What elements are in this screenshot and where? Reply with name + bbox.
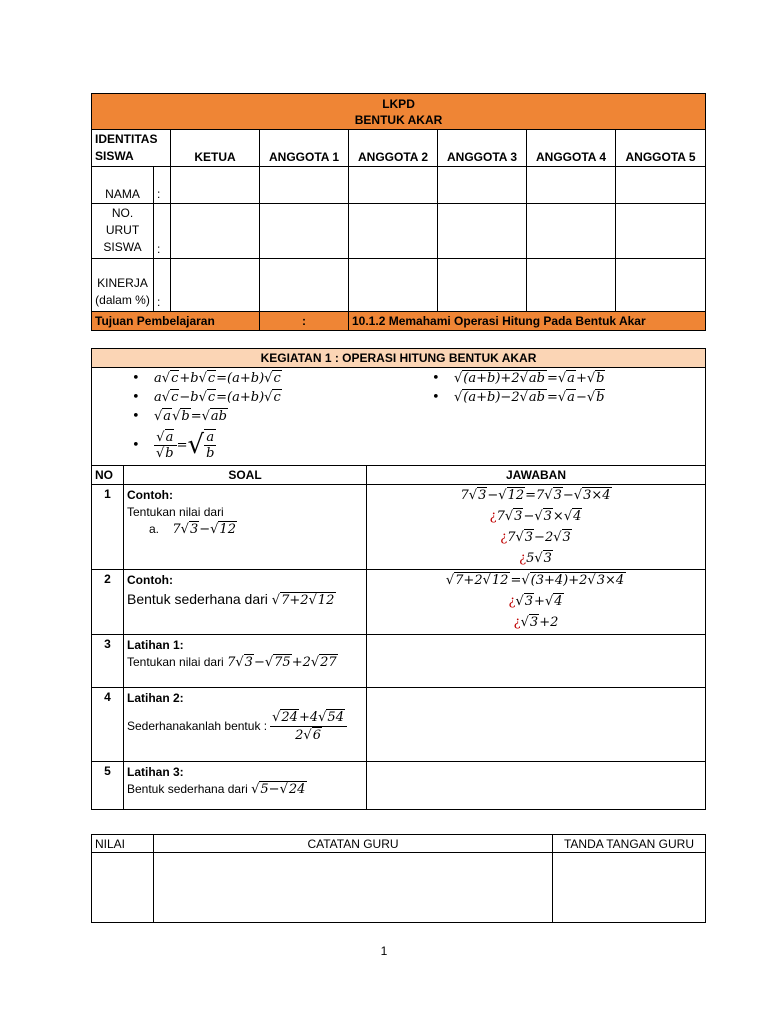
col-no: NO	[92, 466, 124, 485]
table-row	[92, 688, 706, 762]
no-urut-a1-cell[interactable]	[260, 204, 349, 259]
row-no: 3	[92, 635, 124, 688]
nama-a1-cell[interactable]	[260, 167, 349, 204]
soal-text: Tentukan nilai dari	[127, 505, 224, 519]
jawaban-input-cell[interactable]	[367, 635, 706, 688]
jawaban-cell: √7+2√12 =√(3+4)+2√3×4 ¿√3+√4 ¿√3+2	[367, 570, 706, 635]
catatan-input-cell[interactable]	[154, 853, 553, 923]
row-no-urut-label: NO. URUT SISWA	[92, 204, 154, 259]
lkpd-subtitle: BENTUK AKAR	[354, 112, 443, 127]
soal-label: Latihan 3:	[127, 765, 184, 779]
col-anggota-5: ANGGOTA 5	[616, 130, 706, 167]
page-number: 1	[380, 944, 388, 958]
row-nama-colon: :	[154, 167, 171, 204]
row-no: 2	[92, 570, 124, 635]
tujuan-value: 10.1.2 Memahami Operasi Hitung Pada Bentuk Akar	[349, 312, 706, 331]
inverted-question: ¿	[508, 594, 516, 609]
jawaban-cell: 7√3−√12=7√3−√3×4 ¿7√3−√3×√4 ¿7√3−2√3 ¿5√3	[367, 485, 706, 570]
col-catatan-guru: CATATAN GURU	[154, 835, 553, 853]
col-anggota-4: ANGGOTA 4	[527, 130, 616, 167]
bullet: •	[432, 390, 440, 405]
soal-label: Contoh:	[127, 573, 173, 587]
kinerja-a4-cell[interactable]	[527, 259, 616, 312]
row-kinerja-colon: :	[154, 259, 171, 312]
kegiatan-table	[91, 348, 706, 810]
lkpd-title: LKPD	[382, 96, 415, 111]
bullet: •	[132, 371, 140, 386]
tanda-tangan-cell[interactable]	[553, 853, 706, 923]
soal-label: Contoh:	[127, 488, 173, 502]
inverted-question: ¿	[519, 551, 527, 566]
row-no: 4	[92, 688, 124, 762]
soal-sub: a.	[149, 522, 160, 536]
nama-a3-cell[interactable]	[438, 167, 527, 204]
soal-text: Bentuk sederhana dari	[127, 782, 248, 796]
formula-list-right: • √(a+b)+2√ab =√a+√b • √(a+b)−2√ab =√a−√b	[432, 371, 605, 405]
soal-cell: Contoh: Bentuk sederhana dari √7+2√12	[124, 570, 367, 635]
jawaban-input-cell[interactable]	[367, 762, 706, 810]
bullet: •	[132, 390, 140, 405]
nama-a2-cell[interactable]	[349, 167, 438, 204]
soal-label: Latihan 2:	[127, 691, 184, 705]
row-no: 5	[92, 762, 124, 810]
no-urut-a2-cell[interactable]	[349, 204, 438, 259]
nama-a4-cell[interactable]	[527, 167, 616, 204]
identity-header: IDENTITAS SISWA	[92, 130, 171, 167]
nilai-input-cell[interactable]	[92, 853, 154, 923]
col-nilai: NILAI	[92, 835, 154, 853]
bullet: •	[132, 409, 140, 424]
no-urut-a4-cell[interactable]	[527, 204, 616, 259]
table-row	[92, 485, 706, 570]
kinerja-a2-cell[interactable]	[349, 259, 438, 312]
kegiatan-title: KEGIATAN 1 : OPERASI HITUNG BENTUK AKAR	[92, 349, 706, 368]
table-row	[92, 635, 706, 688]
identity-table	[91, 93, 706, 331]
soal-text: Tentukan nilai dari	[127, 655, 224, 669]
bullet: •	[132, 437, 140, 453]
formula-list-left: • a√c+b√c=(a+b)√c • a√c−b√c=(a+b)√c • √a√b=√ab • $\frac{√a}{√b}$ = √ $\frac{a}{b}$	[132, 371, 281, 461]
tujuan-label: Tujuan Pembelajaran	[92, 312, 260, 331]
bullet: •	[432, 371, 440, 386]
inverted-question: ¿	[500, 530, 508, 545]
col-jawaban: JAWABAN	[367, 466, 706, 485]
nama-ketua-cell[interactable]	[171, 167, 260, 204]
jawaban-input-cell[interactable]	[367, 688, 706, 762]
soal-cell: Contoh: Tentukan nilai dari a. 7√3−√12	[124, 485, 367, 570]
col-tanda-tangan-guru: TANDA TANGAN GURU	[553, 835, 706, 853]
soal-label: Latihan 1:	[127, 638, 184, 652]
nama-a5-cell[interactable]	[616, 167, 706, 204]
table-row	[92, 570, 706, 635]
kinerja-a3-cell[interactable]	[438, 259, 527, 312]
soal-cell: Latihan 1: Tentukan nilai dari 7√3−√75+2√27	[124, 635, 367, 688]
no-urut-a3-cell[interactable]	[438, 204, 527, 259]
row-kinerja-label: KINERJA (dalam %)	[92, 259, 154, 312]
kinerja-ketua-cell[interactable]	[171, 259, 260, 312]
formula-cell	[92, 368, 706, 466]
soal-cell: Latihan 2: Sederhanakanlah bentuk : $\frac{√24+4√54}{2√6}$	[124, 688, 367, 762]
kinerja-a5-cell[interactable]	[616, 259, 706, 312]
col-anggota-2: ANGGOTA 2	[349, 130, 438, 167]
row-no-urut-colon: :	[154, 204, 171, 259]
col-soal: SOAL	[124, 466, 367, 485]
soal-cell: Latihan 3: Bentuk sederhana dari √5−√24	[124, 762, 367, 810]
col-anggota-1: ANGGOTA 1	[260, 130, 349, 167]
col-anggota-3: ANGGOTA 3	[438, 130, 527, 167]
tujuan-colon: :	[260, 312, 349, 331]
kinerja-a1-cell[interactable]	[260, 259, 349, 312]
soal-text: Bentuk sederhana dari	[127, 591, 268, 607]
lkpd-title-cell	[92, 94, 706, 130]
no-urut-ketua-cell[interactable]	[171, 204, 260, 259]
row-no: 1	[92, 485, 124, 570]
no-urut-a5-cell[interactable]	[616, 204, 706, 259]
inverted-question: ¿	[513, 615, 521, 630]
soal-text: Sederhanakanlah bentuk :	[127, 719, 268, 733]
col-ketua: KETUA	[171, 130, 260, 167]
inverted-question: ¿	[489, 509, 497, 524]
row-nama-label: NAMA	[92, 167, 154, 204]
penilaian-table	[91, 834, 706, 923]
table-row	[92, 762, 706, 810]
